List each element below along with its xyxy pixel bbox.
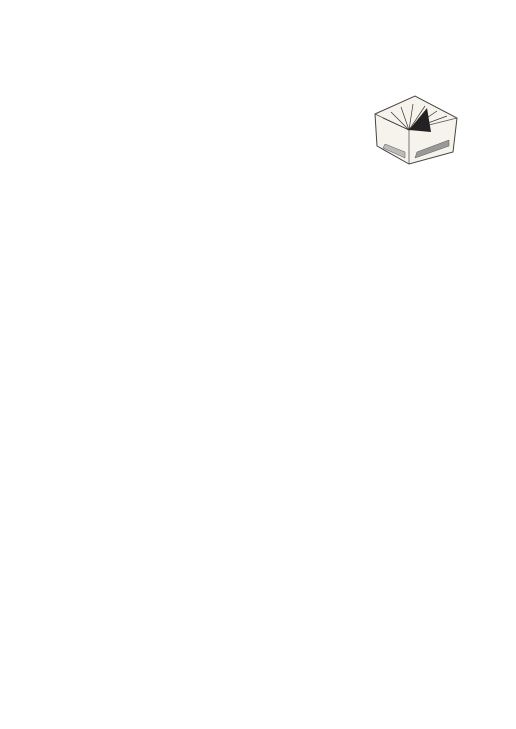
sundial-drawing <box>369 88 461 168</box>
sundial-illustration <box>369 88 461 168</box>
